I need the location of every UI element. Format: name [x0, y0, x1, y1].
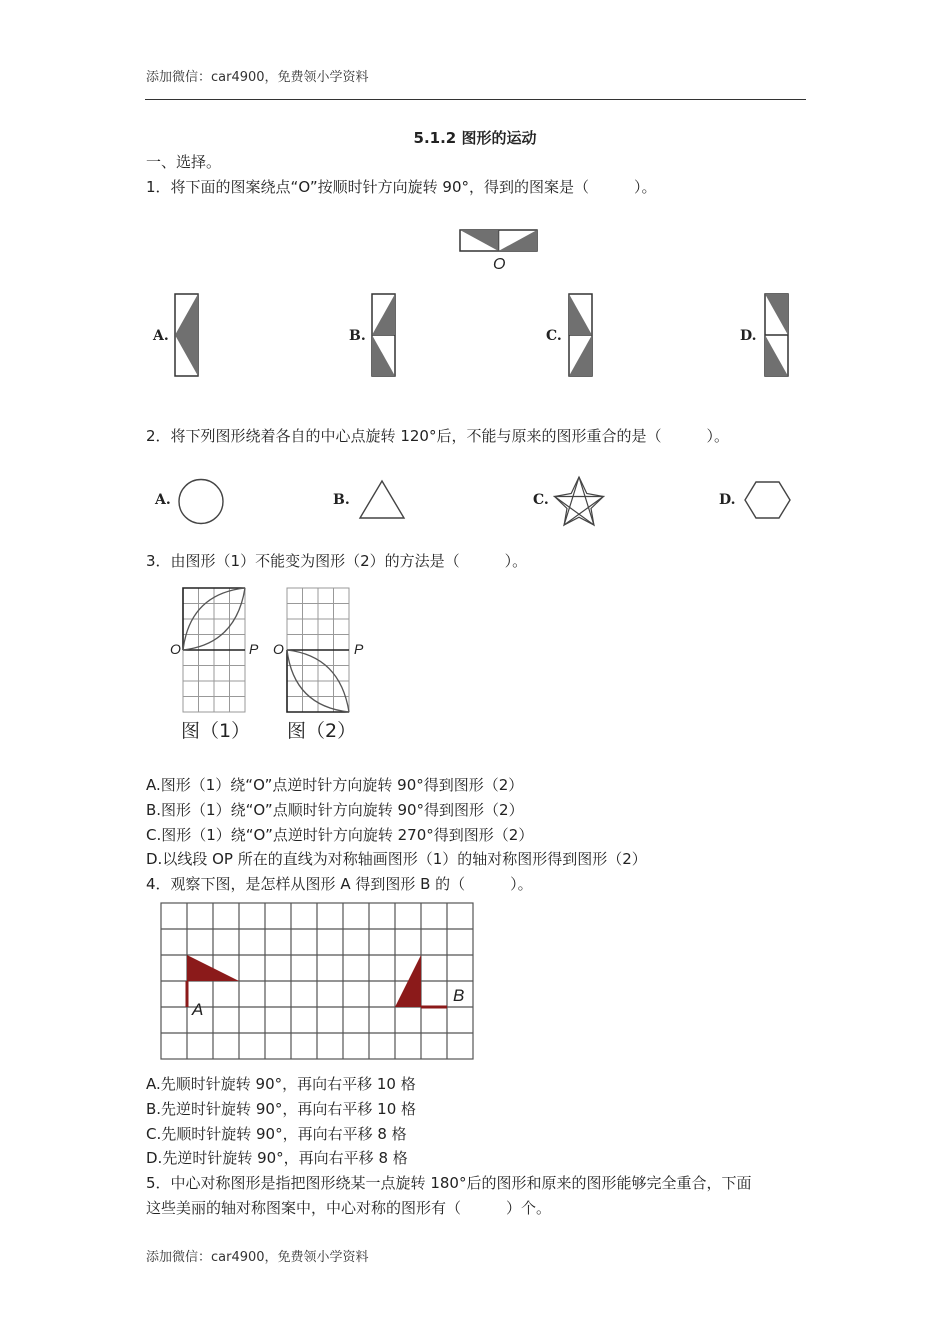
- q1-option-a-figure: [174, 293, 200, 379]
- q2-star-shape: [553, 475, 605, 527]
- q1-option-c-label: C.: [546, 328, 562, 344]
- q3-choice-c: C.图形（1）绕“O”点逆时针方向旋转 270°得到图形（2）: [146, 826, 534, 844]
- q3-choice-a: A.图形（1）绕“O”点逆时针方向旋转 90°得到图形（2）: [146, 776, 524, 794]
- q1-option-b-figure: [371, 293, 397, 379]
- q4-choice-d: D.先逆时针旋转 90°，再向右平移 8 格: [146, 1149, 408, 1167]
- q4-choice-a: A.先顺时针旋转 90°，再向右平移 10 格: [146, 1075, 416, 1093]
- q1-option-a-label: A.: [153, 328, 169, 344]
- q2-hexagon-shape: [743, 480, 793, 522]
- q2-option-a-label: A.: [155, 492, 171, 508]
- question-4: 4．观察下图，是怎样从图形 A 得到图形 B 的（ ）。: [146, 875, 533, 893]
- q2-option-c-label: C.: [533, 492, 549, 508]
- q3-fig2-label: 图（2）: [287, 720, 357, 742]
- header-rule: [145, 99, 806, 100]
- q1-option-b-label: B.: [349, 328, 366, 344]
- q4-choice-b: B.先逆时针旋转 90°，再向右平移 10 格: [146, 1100, 417, 1118]
- q1-point-o: O: [493, 256, 506, 273]
- q4-label-a: A: [192, 1000, 204, 1019]
- q2-triangle-shape: [357, 478, 407, 522]
- q3-fig2-point-o: O: [273, 641, 284, 657]
- q3-fig1-point-o: O: [170, 641, 181, 657]
- q1-option-d-label: D.: [740, 328, 757, 344]
- q3-fig2-point-p: P: [354, 641, 364, 657]
- q2-option-b-label: B.: [333, 492, 350, 508]
- q3-fig1-point-p: P: [249, 641, 259, 657]
- q3-fig1-label: 图（1）: [181, 720, 251, 742]
- question-5-line-2: 这些美丽的轴对称图案中，中心对称的图形有（ ）个。: [146, 1199, 552, 1217]
- page-footer: 添加微信：car4900，免费领小学资料: [146, 1250, 369, 1265]
- page-title: 5.1.2 图形的运动: [413, 129, 537, 147]
- section-heading: 一、选择。: [146, 153, 222, 171]
- q1-option-d-figure: [764, 293, 790, 379]
- q3-choice-b: B.图形（1）绕“O”点顺时针方向旋转 90°得到图形（2）: [146, 801, 524, 819]
- q4-choice-c: C.先顺时针旋转 90°，再向右平移 8 格: [146, 1125, 407, 1143]
- q2-option-d-label: D.: [719, 492, 736, 508]
- page-header: 添加微信：car4900，免费领小学资料: [146, 70, 369, 85]
- question-2: 2．将下列图形绕着各自的中心点旋转 120°后，不能与原来的图形重合的是（ ）。: [146, 427, 729, 445]
- question-3: 3．由图形（1）不能变为图形（2）的方法是（ ）。: [146, 552, 528, 570]
- q3-choice-d: D.以线段 OP 所在的直线为对称轴画图形（1）的轴对称图形得到图形（2）: [146, 850, 647, 868]
- q4-grid-figure: [158, 900, 478, 1062]
- q1-option-c-figure: [568, 293, 594, 379]
- question-5-line-1: 5．中心对称图形是指把图形绕某一点旋转 180°后的图形和原来的图形能够完全重合，下面: [146, 1174, 752, 1192]
- q2-circle-shape: [176, 477, 226, 527]
- q4-label-b: B: [453, 986, 465, 1005]
- question-1: 1．将下面的图案绕点“O”按顺时针方向旋转 90°，得到的图案是（ ）。: [146, 178, 657, 196]
